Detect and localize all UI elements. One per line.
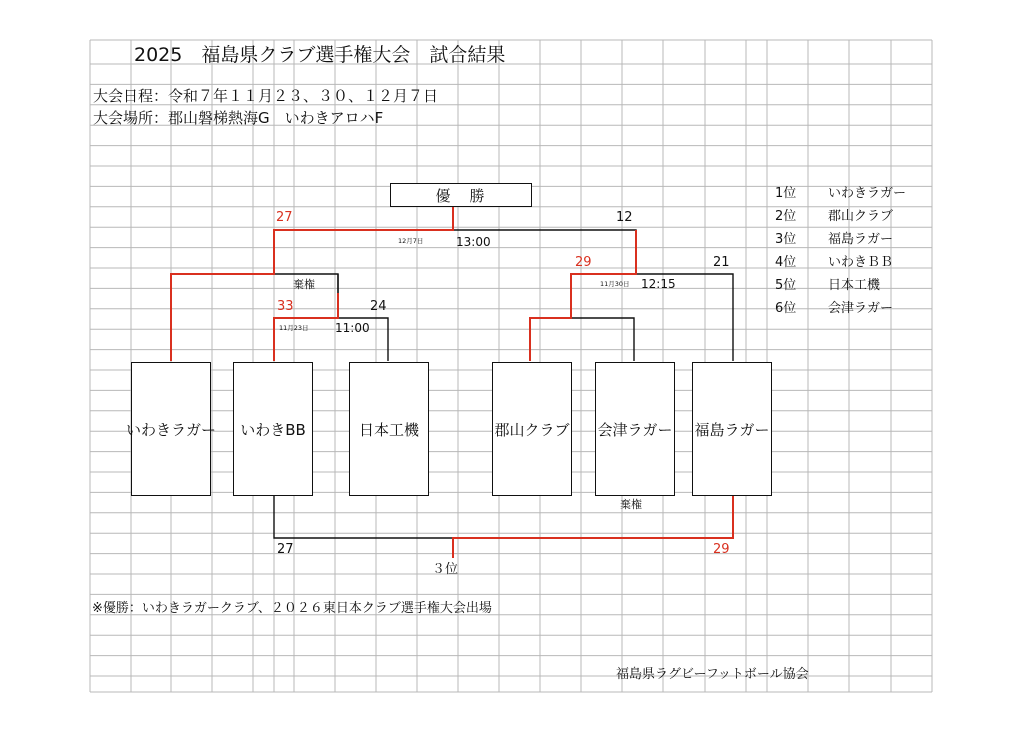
team-box (349, 362, 429, 496)
final-time: 13:00 (456, 235, 491, 249)
final-loser-score: 12 (616, 210, 633, 225)
right-match-date: 11月30日 (600, 280, 630, 288)
team-box (126, 362, 217, 496)
team-name: 日本工機 (358, 420, 419, 439)
team-name: 郡山クラブ (494, 420, 570, 439)
rank-team: いわきラガー (828, 186, 907, 201)
team-name: 会津ラガー (597, 420, 673, 439)
rank-team: 福島ラガー (828, 232, 894, 247)
rank-place: 2位 (775, 209, 797, 224)
rank-place: 1位 (775, 186, 797, 201)
rank-place: 4位 (775, 255, 797, 270)
right-match-loser-score: 21 (713, 255, 730, 270)
forfeit-note: 棄権 (620, 498, 642, 511)
team-box (692, 362, 772, 496)
page-title: 2025 福島県クラブ選手権大会 試合結果 (134, 44, 506, 66)
team-box (233, 362, 313, 496)
right-match-time: 12:15 (641, 277, 676, 291)
team-name: 福島ラガー (694, 420, 770, 439)
left-match-winner-score: 33 (277, 299, 294, 314)
third-place-right-score: 29 (713, 542, 730, 557)
rank-place: 5位 (775, 278, 797, 293)
rank-team: 日本工機 (828, 278, 881, 293)
rank-place: 6位 (775, 301, 797, 316)
final-winner-score: 27 (276, 210, 293, 225)
forfeit-note: 棄権 (293, 278, 315, 291)
team-box (492, 362, 572, 496)
final-date: 12月7日 (398, 237, 424, 245)
rank-team: いわきＢＢ (828, 255, 894, 270)
schedule-text: 大会日程：令和７年１１月２３、３０、１２月７日 (93, 87, 439, 105)
left-match-date: 11月23日 (279, 324, 309, 332)
team-box (595, 362, 675, 496)
qualification-note: ※優勝：いわきラガークラブ、２０２６東日本クラブ選手権大会出場 (92, 601, 492, 616)
rank-place: 3位 (775, 232, 797, 247)
champion-label: 優 勝 (390, 183, 532, 207)
left-match-time: 11:00 (335, 321, 370, 335)
venue-text: 大会場所：郡山磐梯熱海G いわきアロハF (93, 109, 384, 127)
left-match-loser-score: 24 (370, 299, 387, 314)
third-place-label: ３位 (432, 562, 459, 577)
team-name: いわきBB (240, 420, 306, 439)
team-name: いわきラガー (126, 420, 217, 439)
right-match-winner-score: 29 (575, 255, 592, 270)
third-place-left-score: 27 (277, 542, 294, 557)
rank-team: 郡山クラブ (828, 209, 894, 224)
organizer-name: 福島県ラグビーフットボール協会 (616, 667, 809, 682)
rank-team: 会津ラガー (828, 301, 894, 316)
